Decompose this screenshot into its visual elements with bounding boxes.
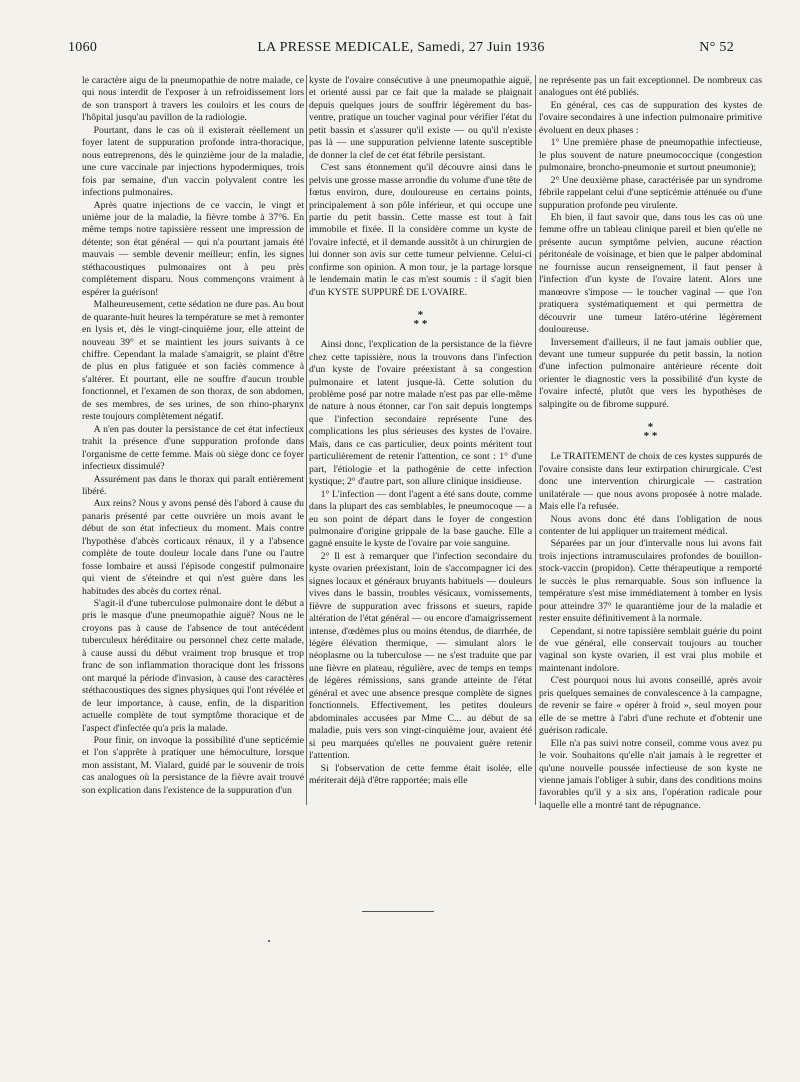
paragraph: Aux reins? Nous y avons pensé dès l'abord à cause du panaris présenté par cette ouvrière un mois avant le début de son état infectieux du moment. Mais contre l'hypothèse d'abcès corticaux rénaux, il y a l'absence complète de toute douleur locale dans l'une ou l'autre fosse lombaire et aussi l'épisode congestif pulmonaire qui vient de s'éteindre et qui n'est guère dans les habitudes des abcès du cortex rénal. bbox=[82, 498, 304, 597]
paragraph: Si l'observation de cette femme était isolée, elle mériterait déjà d'être rapportée; mais elle bbox=[309, 762, 532, 787]
paragraph: Après quatre injections de ce vaccin, le vingt et unième jour de la maladie, la fièvre tombe à 37°6. En même temps notre tapissière ressent une impression de détente; son état général — qui n'a pourtant jamais été mauvais — semble devenir meilleur; enfin, les signes stéthacoustiques pulmonaires ont à peu près complètement disparu. Nous commençons vraiment à espérer la guérison! bbox=[82, 199, 304, 298]
paragraph: Séparées par un jour d'intervalle nous lui avons fait trois injections intramusculaires profondes de bouillon-stock-vaccin (propidon). Cette thérapeutique a remporté le succès le plus remarquable. Sous son influence la température s'est mise immédiatement à tomber en lysis pour atteindre 37° le quarantième jour de la maladie et rester ensuite définitivement à la normale. bbox=[539, 538, 762, 625]
paragraph: 2° Une deuxième phase, caractérisée par un syndrome fébrile rappelant celui d'une septicémie atténuée ou d'une suppuration profonde peu virulente. bbox=[539, 174, 762, 211]
print-speck bbox=[268, 940, 270, 942]
section-separator: * * * bbox=[413, 309, 428, 331]
paragraph: Elle n'a pas suivi notre conseil, comme vous avez pu le voir. Souhaitons qu'elle n'ait jamais à le regretter et qu'une nouvelle poussée infectieuse de son kyste ne vienne jamais l'obliger à subir, dans des conditions moins favorables qu'il y a six ans, l'opération radicale pour laquelle elle a montré tant de répugnance. bbox=[539, 737, 762, 811]
page-header bbox=[68, 40, 734, 64]
paragraph: Inversement d'ailleurs, il ne faut jamais oublier que, devant une tumeur suppurée du petit bassin, la notion d'une infection pulmonaire antérieure récente doit orienter le diagnostic vers la possibilité d'un kyste de l'ovaire infecté, plutôt que vers les hypothèses de salpingite ou de fibrome suppuré. bbox=[539, 336, 762, 410]
paragraph: ne représente pas un fait exceptionnel. De nombreux cas analogues ont été publiés. bbox=[539, 75, 762, 99]
paragraph: A n'en pas douter la persistance de cet état infectieux trahit la présence d'une suppuration profonde dans l'organisme de cette femme. Mais où siège donc ce foyer infectieux dissimulé? bbox=[82, 423, 304, 473]
paragraph: Eh bien, il faut savoir que, dans tous les cas où une femme offre un tableau clinique pareil et bien qu'elle ne présente aucun symptôme pelvien, aucune réaction péritonéale de voisinage, et bien que le palper abdominal ne fournisse aucun renseignement, il faut penser à l'infection d'un kyste de l'ovaire latent. Alors une manœuvre s'impose — le toucher vaginal — que l'on pratiquera systématiquement et qui permettra de découvrir une tumeur latéro-utérine légèrement douloureuse. bbox=[539, 211, 762, 336]
column-2 bbox=[309, 75, 532, 787]
column-divider bbox=[306, 75, 307, 805]
paragraph: Malheureusement, cette sédation ne dure pas. Au bout de quarante-huit heures la température se met à remonter en lysis et, dès le vingt-cinquième jour, elle atteint de nouveau 39° et se maintient les jours suivants à ce chiffre. Cependant la malade s'amaigrit, se plaint d'être de plus en plus fatiguée et son faciès commence à s'altérer. Et pourtant, elle ne souffre d'aucun trouble fonctionnel, et l'examen de son thorax, de son abdomen, de ses membres, de ses urines, de son rhino-pharynx reste toujours complètement négatif. bbox=[82, 299, 304, 423]
paragraph: 1° Une première phase de pneumopathie infectieuse, le plus souvent de nature pneumococcique (congestion pulmonaire, broncho-pneumonie et surtout pneumonie); bbox=[539, 137, 762, 174]
paragraph: Pourtant, dans le cas où il existerait réellement un foyer latent de suppuration profonde intra-thoracique, nous entreprenons, dès le quinzième jour de la maladie, une cure vaccinale par injections hypodermiques, trois fois par semaine, d'un vaccin polyvalent contre les infections pulmonaires. bbox=[82, 124, 304, 199]
column-1 bbox=[82, 75, 304, 797]
paragraph: kyste de l'ovaire consécutive à une pneumopathie aiguë, et orienté aussi par ce fait que la malade se plaignait depuis quelques jours de souffrir légèrement du bas-ventre, pratique un toucher vaginal pour vérifier l'état du petit bassin et s'assurer qu'il existe — ou qu'il n'existe pas là — une suppuration pelvienne latente susceptible de donner la clef de cet état fébrile persistant. bbox=[309, 75, 532, 161]
paragraph: Cependant, si notre tapissière semblait guérie du point de vue général, elle conservait toujours au toucher vaginal son kyste ovarien, il est vrai plus mobile et maintenant indolore. bbox=[539, 625, 762, 674]
column-divider bbox=[535, 75, 536, 805]
issue-number: N° 52 bbox=[699, 40, 734, 55]
journal-title: LA PRESSE MEDICALE, Samedi, 27 Juin 1936 bbox=[257, 40, 545, 55]
paragraph: Pour finir, on invoque la possibilité d'une septicémie et l'on s'apprête à pratiquer une hémoculture, lorsque mon assistant, M. Vialard, guidé par le souvenir de trois cas analogues où la persistance de la fièvre avait trouvé son explication dans l'existence de la suppuration d'un bbox=[82, 735, 304, 796]
paragraph: S'agit-il d'une tuberculose pulmonaire dont le début a pris le masque d'une pneumopathie aiguë? Nous ne le croyons pas à cause de l'absence de tout antécédent tuberculeux héréditaire ou personnel chez cette malade, à cause aussi du début vraiment trop brusque et trop franc de son inflammation thoracique dont les frissons ont marqué la période d'invasion, à cause des caractères stéthacoustiques des signes physiques qui l'ont révélée et de leur importance, à cause, enfin, de la disparition actuelle complète de tout symptôme thoracique et de l'aspect d'infectée qu'a pris la malade. bbox=[82, 598, 304, 734]
paragraph: En général, ces cas de suppuration des kystes de l'ovaire secondaires à une infection pulmonaire primitive évoluent en deux phases : bbox=[539, 99, 762, 136]
paragraph: Assurément pas dans le thorax qui paraît entièrement libéré. bbox=[82, 473, 304, 497]
paragraph: 1° L'infection — dont l'agent a été sans doute, comme dans la plupart des cas semblables, le pneumocoque — a eu son point de départ dans le foyer de congestion pulmonaire d'origine grippale de la base gauche. Elle a gagné ensuite le kyste de l'ovaire par voie sanguine. bbox=[309, 488, 532, 550]
page-number: 1060 bbox=[68, 40, 98, 55]
column-3 bbox=[539, 75, 762, 812]
paragraph: 2° Il est à remarquer que l'infection secondaire du kyste ovarien préexistant, loin de s'accompagner ici des signes locaux et généraux bruyants habituels — douleurs vives dans le bassin, troubles vésicaux, vomissements, fièvre de suppuration avec frissons et sueurs, rapide altération de l'état général — ou encore d'amaigrissement intense, d'œdèmes plus ou moins étendus, de diarrhée, de légère élévation thermique, — simulant alors le néoplasme ou la tuberculose — ne s'est traduite que par une fièvre en plateau, régulière, avec de temps en temps de légères rémissions, sans grande atteinte de l'état général et avec une absence presque complète de signes fonctionnels. Effectivement, les petites douleurs abdominales accusées par Mme C... au début de sa maladie, puis vers son vingt-cinquième jour, avaient été si peu marquées qu'elles ne pouvaient guère retenir l'attention. bbox=[309, 550, 532, 762]
paragraph: Le TRAITEMENT de choix de ces kystes suppurés de l'ovaire consiste dans leur extirpation chirurgicale. C'est donc une intervention chirurgicale — castration unilatérale — que nous avons proposée à notre malade. Mais elle l'a refusée. bbox=[539, 451, 762, 513]
paragraph: Nous avons donc été dans l'obligation de nous contenter de lui appliquer un traitement médical. bbox=[539, 513, 762, 537]
section-separator: * * * bbox=[643, 421, 658, 443]
paragraph: C'est pourquoi nous lui avons conseillé, après avoir pris quelques semaines de convalescence à la campagne, de revenir se faire « opérer à froid », seul moyen pour elle de se mettre à l'abri d'une rechute et d'obtenir une guérison radicale. bbox=[539, 675, 762, 737]
paragraph: Ainsi donc, l'explication de la persistance de la fièvre chez cette tapissière, nous la trouvons dans l'infection d'un kyste de l'ovaire préexistant à sa congestion pulmonaire et latent jusque-là. Cette solution du problème posé par notre malade n'est pas par elle-même de nature à nous étonner, car l'on sait depuis longtemps que l'infection secondaire représente l'une des complications les plus sérieuses des kystes de l'ovaire. Mais, dans ce cas particulier, deux points méritent tout particulièrement de retenir l'attention, ce sont : 1° d'une part, l'étiologie et la pathogénie de cette infection kystique; 2° d'autre part, son allure clinique insidieuse. bbox=[309, 339, 532, 488]
end-rule bbox=[362, 911, 434, 912]
paragraph: C'est sans étonnement qu'il découvre ainsi dans le pelvis une grosse masse arrondie du volume d'une tête de fœtus environ, dure, douloureuse en certains points, principalement à son pôle inférieur, et qui occupe une partie du petit bassin. Cette masse est tout à fait immobile et fixée. Il la considère comme un kyste de l'ovaire infecté, et il demande aussitôt à un chirurgien de lui donner son avis sur cette tumeur pelvienne. Celui-ci confirme son opinion. A mon tour, je la partage lorsque le lendemain matin le cas m'est soumis : il s'agit bien d'un KYSTE SUPPURÉ DE L'OVAIRE. bbox=[309, 162, 532, 298]
paragraph: le caractère aigu de la pneumopathie de notre malade, ce qui nous interdit de l'exposer à un refroidissement lors de son transport à travers les couloirs et les cours de l'hôpital jusqu'au pavillon de la radiologie. bbox=[82, 75, 304, 124]
